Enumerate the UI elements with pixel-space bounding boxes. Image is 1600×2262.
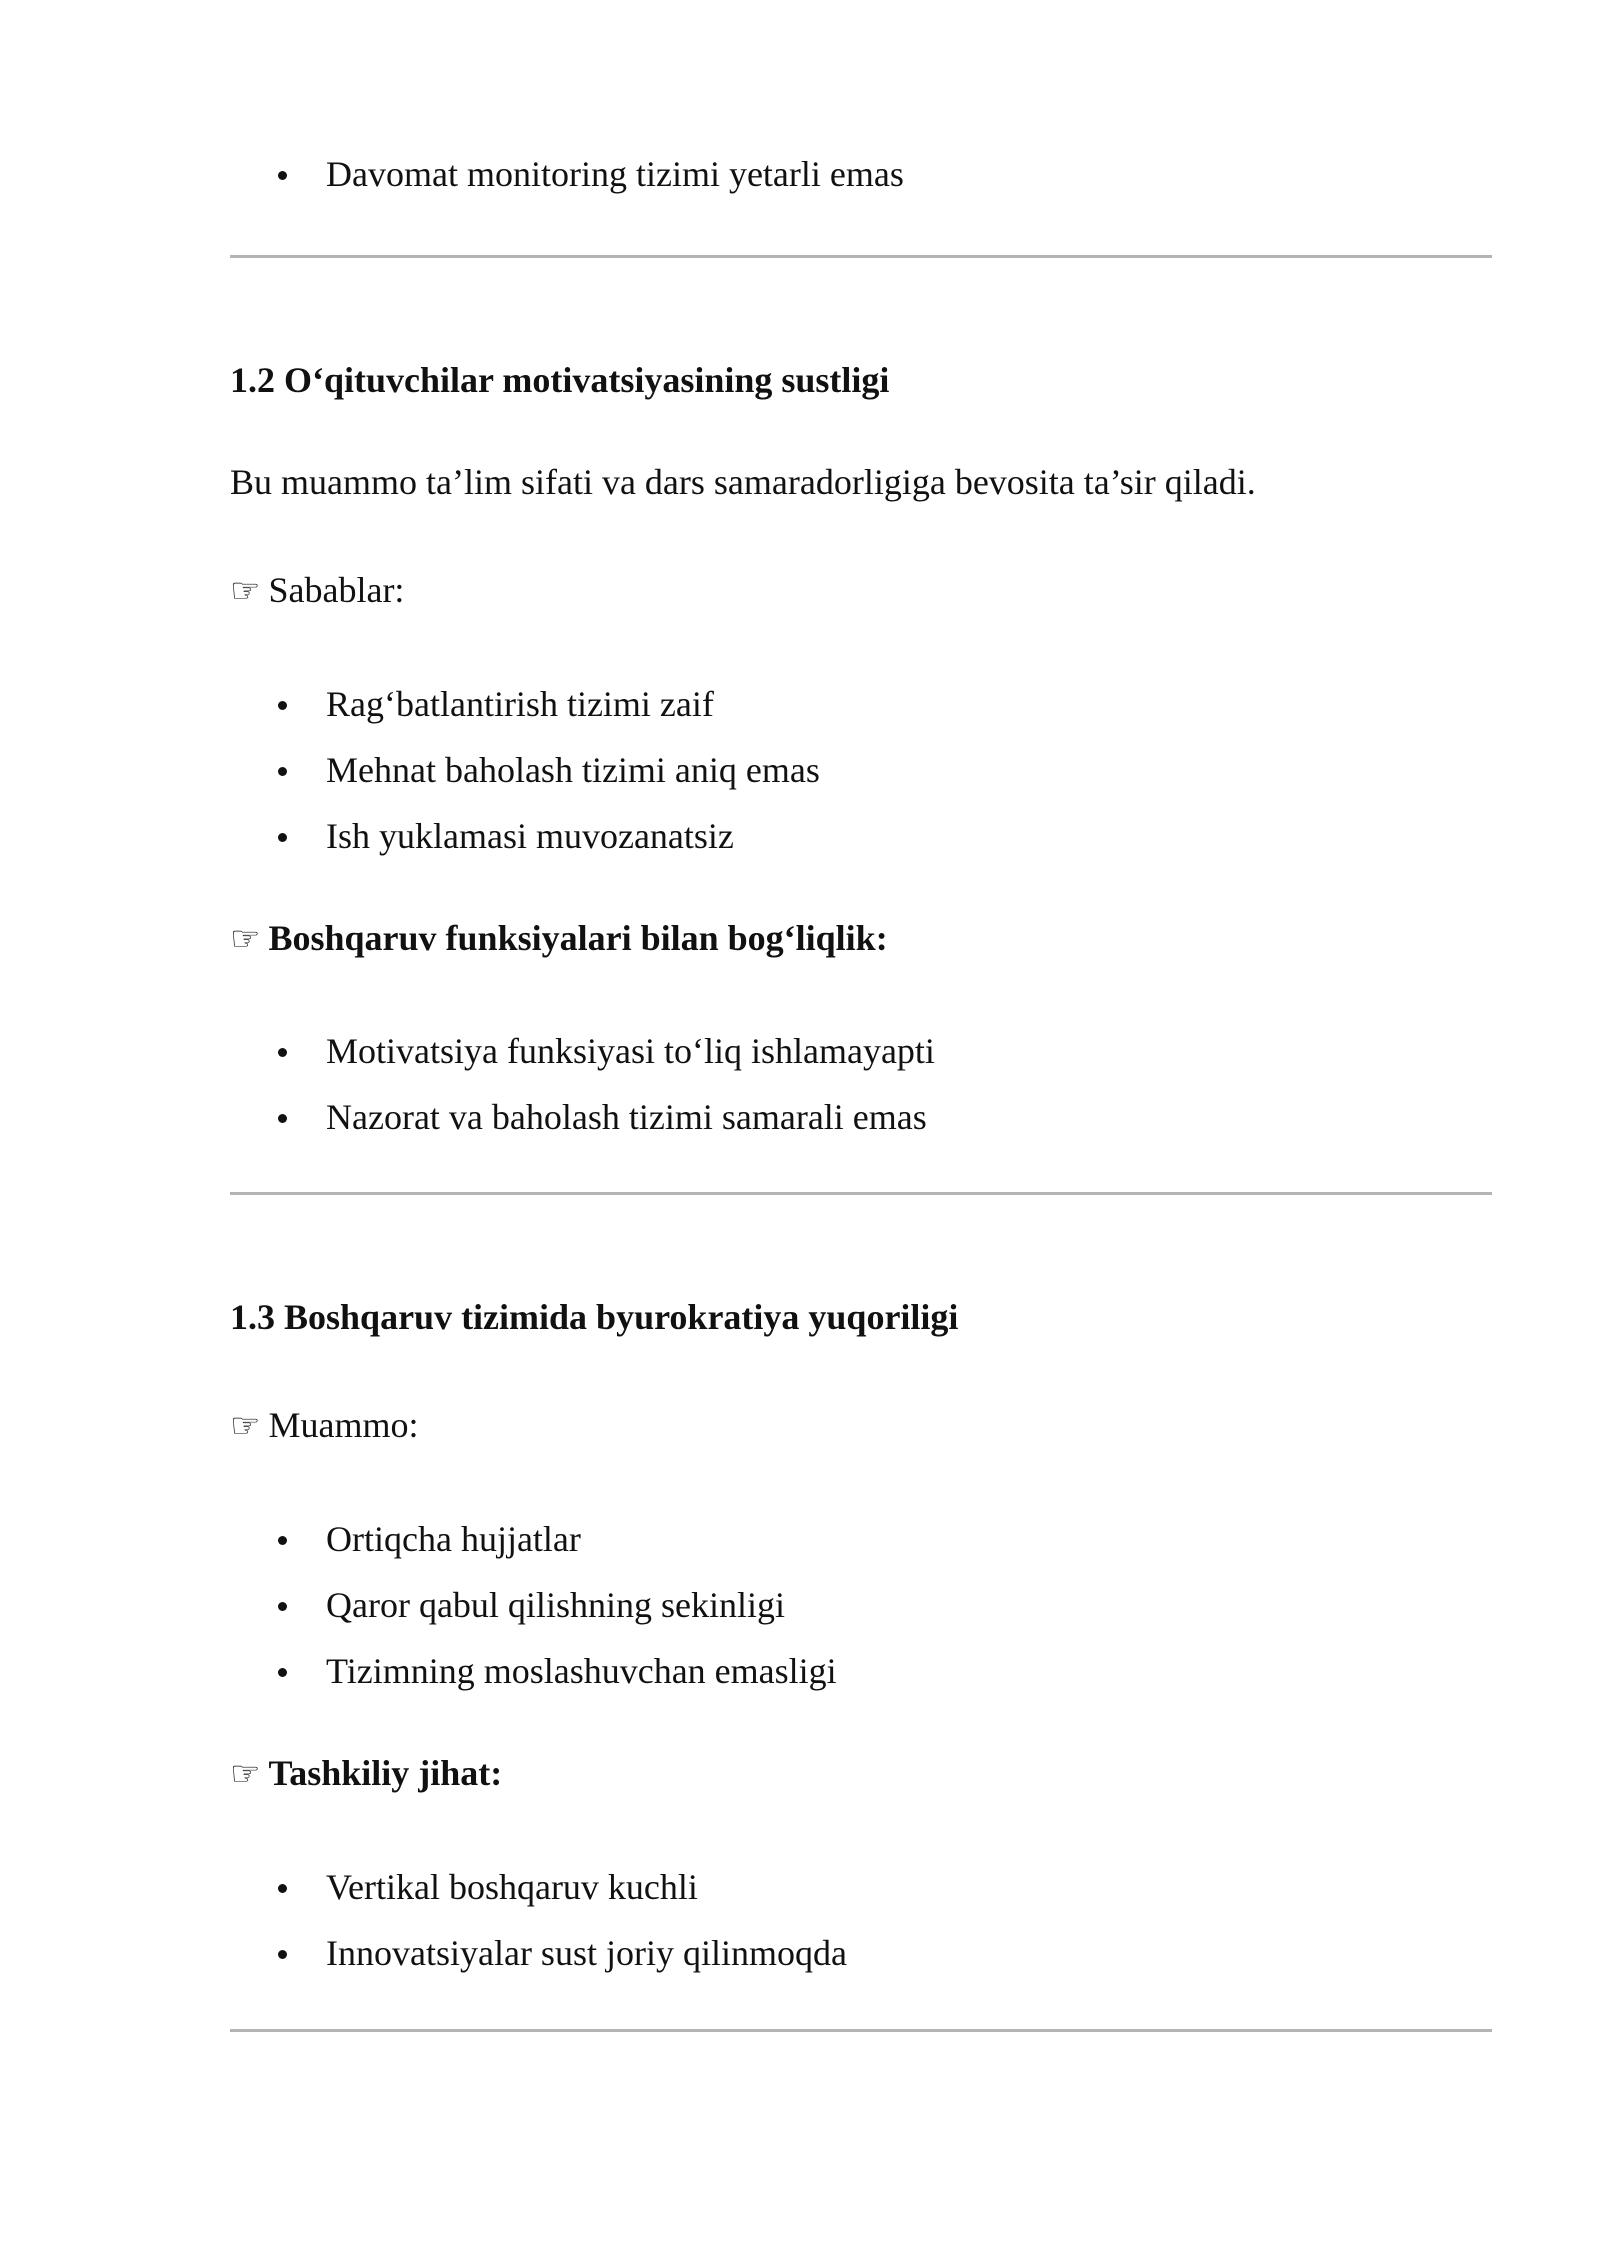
relation-list (230, 1018, 935, 1150)
horizontal-rule (230, 1192, 1492, 1195)
bullet-dot (278, 1114, 287, 1123)
bullet-dot (278, 1536, 287, 1545)
list-item: Nazorat va baholash tizimi samarali emas (230, 1084, 935, 1150)
top-bullet-list-block (230, 141, 904, 207)
list-item: Mehnat baholash tizimi aniq emas (230, 737, 820, 803)
list-item: Ish yuklamasi muvozanatsiz (230, 803, 820, 869)
section-heading-1-2: 1.2 O‘qituvchilar motivatsiyasining sustligi (230, 360, 890, 400)
pointing-hand-icon: ☞ (230, 1754, 261, 1794)
bullet-dot (278, 833, 287, 842)
relation-label: ☞ Boshqaruv funksiyalari bilan bog‘liqlik: (230, 918, 888, 959)
list-item: Qaror qabul qilishning sekinligi (230, 1572, 837, 1638)
bullet-dot (278, 701, 287, 710)
causes-label: ☞ Sabablar: (230, 570, 405, 611)
list-item: Tizimning moslashuvchan emasligi (230, 1638, 837, 1704)
list-item: Ortiqcha hujjatlar (230, 1506, 837, 1572)
bullet-dot (278, 171, 287, 180)
top-bullet-list (230, 141, 904, 207)
org-label: ☞ Tashkiliy jihat: (230, 1753, 503, 1794)
pointing-hand-icon: ☞ (230, 571, 261, 611)
bullet-dot (278, 1602, 287, 1611)
section-heading-1-3: 1.3 Boshqaruv tizimida byurokratiya yuqoriligi (230, 1297, 959, 1337)
causes-list (230, 671, 820, 869)
list-item: Vertikal boshqaruv kuchli (230, 1854, 847, 1920)
pointing-hand-icon: ☞ (230, 1406, 261, 1446)
org-list-block (230, 1854, 847, 1986)
section-1-2-paragraph: Bu muammo ta’lim sifati va dars samaradorligiga bevosita ta’sir qiladi. (230, 462, 1256, 502)
org-list (230, 1854, 847, 1986)
horizontal-rule (230, 255, 1492, 258)
list-item: Davomat monitoring tizimi yetarli emas (230, 141, 904, 207)
bullet-dot (278, 767, 287, 776)
bullet-dot (278, 1950, 287, 1959)
list-item: Rag‘batlantirish tizimi zaif (230, 671, 820, 737)
pointing-hand-icon: ☞ (230, 919, 261, 959)
relation-list-block (230, 1018, 935, 1150)
list-item: Innovatsiyalar sust joriy qilinmoqda (230, 1920, 847, 1986)
bullet-dot (278, 1884, 287, 1893)
bullet-dot (278, 1668, 287, 1677)
horizontal-rule (230, 2029, 1492, 2032)
causes-list-block (230, 671, 820, 869)
problems-list (230, 1506, 837, 1704)
problems-list-block (230, 1506, 837, 1704)
list-item: Motivatsiya funksiyasi to‘liq ishlamayapti (230, 1018, 935, 1084)
problem-label: ☞ Muammo: (230, 1405, 419, 1446)
bullet-dot (278, 1048, 287, 1057)
